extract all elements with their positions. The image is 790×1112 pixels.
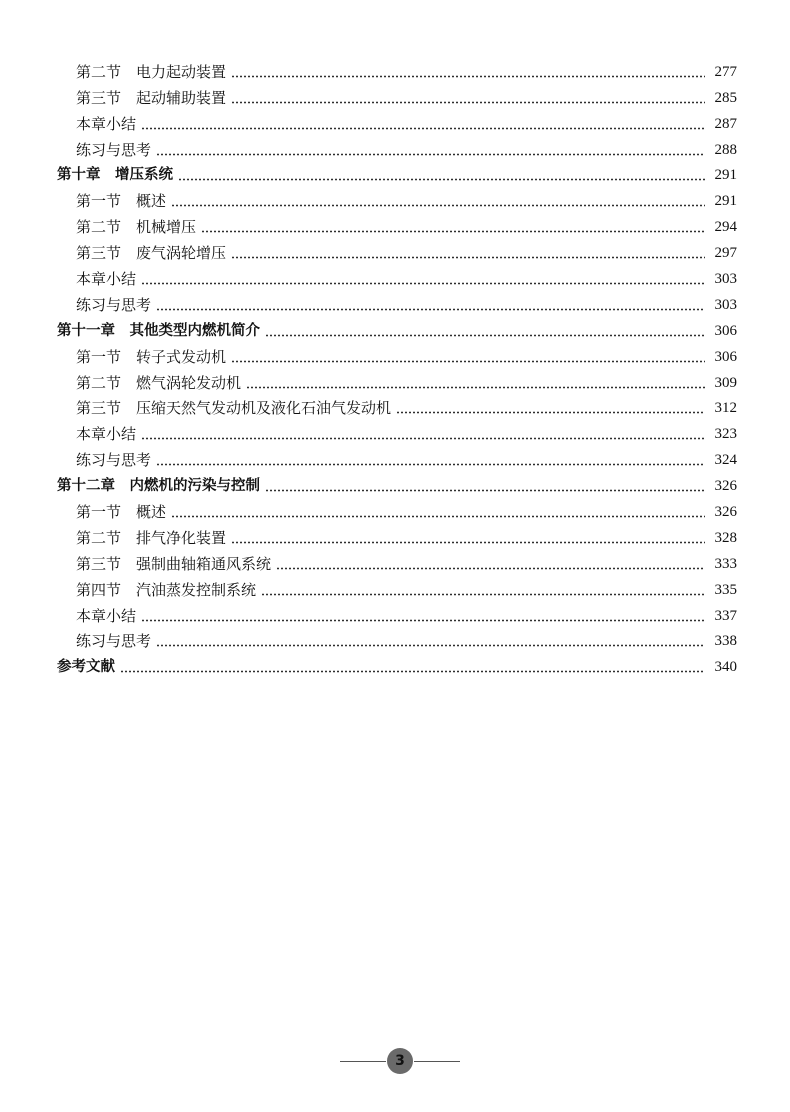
toc-entry[interactable] — [57, 522, 737, 548]
dot-leader — [265, 489, 705, 492]
toc-entry-page: 326 — [714, 478, 737, 495]
toc-entry-page: 303 — [714, 271, 737, 288]
toc-entry-page: 291 — [714, 193, 737, 210]
dot-leader — [231, 101, 705, 104]
toc-entry-title: 第三节 废气涡轮增压 — [76, 244, 227, 263]
toc-entry[interactable] — [57, 600, 737, 626]
toc-entry-page: 335 — [714, 581, 737, 598]
toc-entry-title: 第二节 电力起动装置 — [76, 62, 227, 81]
dot-leader — [201, 230, 705, 233]
toc-entry[interactable] — [57, 211, 737, 237]
toc-entry[interactable] — [57, 289, 737, 315]
dot-leader — [276, 567, 705, 570]
dot-leader — [246, 386, 705, 389]
toc-entry[interactable] — [57, 185, 737, 211]
toc-entry[interactable] — [57, 56, 737, 82]
dot-leader — [141, 127, 705, 130]
toc-entry-title: 第二节 排气净化装置 — [76, 528, 227, 547]
dot-leader — [141, 619, 705, 622]
toc-entry[interactable] — [57, 367, 737, 393]
toc-entry[interactable] — [57, 263, 737, 289]
dot-leader — [156, 153, 705, 156]
dot-leader — [231, 541, 705, 544]
toc-entry[interactable] — [57, 574, 737, 600]
dot-leader — [156, 463, 705, 466]
toc-entry-page: 277 — [714, 63, 737, 80]
toc-entry[interactable] — [57, 418, 737, 444]
toc-entry-page: 312 — [714, 400, 737, 417]
toc-entry-page: 306 — [714, 322, 737, 339]
toc-entry-page: 285 — [714, 89, 737, 106]
toc-entry-page: 291 — [714, 167, 737, 184]
toc-entry-title: 本章小结 — [76, 425, 137, 444]
toc-entry-title: 本章小结 — [76, 114, 137, 133]
toc-entry-page: 288 — [714, 141, 737, 158]
dot-leader — [141, 282, 705, 285]
toc-entry-title: 练习与思考 — [76, 632, 152, 651]
dot-leader — [231, 256, 705, 259]
toc-entry-page: 324 — [714, 452, 737, 469]
toc-entry-page: 337 — [714, 607, 737, 624]
toc-entry-page: 306 — [714, 348, 737, 365]
toc-entry-title: 第十一章 其他类型内燃机简介 — [57, 322, 260, 339]
toc-entry-title: 第二节 燃气涡轮发动机 — [76, 373, 242, 392]
footer-rule-left — [340, 1061, 386, 1062]
toc-entry-title: 练习与思考 — [76, 451, 152, 470]
toc-entry-page: 303 — [714, 296, 737, 313]
toc-entry[interactable] — [57, 341, 737, 367]
toc-entry-page: 326 — [714, 504, 737, 521]
toc-entry-title: 第十二章 内燃机的污染与控制 — [57, 478, 260, 495]
toc-entry-title: 第四节 汽油蒸发控制系统 — [76, 580, 257, 599]
toc-chapter-entry[interactable] — [57, 160, 737, 186]
toc-entry-page: 333 — [714, 555, 737, 572]
toc-entry[interactable] — [57, 82, 737, 108]
toc-entry-page: 294 — [714, 219, 737, 236]
page-number: 3 — [395, 1053, 405, 1069]
page-footer — [340, 1048, 460, 1074]
toc-entry[interactable] — [57, 626, 737, 652]
dot-leader — [156, 308, 705, 311]
dot-leader — [231, 360, 705, 363]
dot-leader — [231, 75, 705, 78]
toc-entry-title: 第一节 概述 — [76, 503, 167, 522]
toc-entry[interactable] — [57, 108, 737, 134]
dot-leader — [171, 515, 705, 518]
dot-leader — [141, 437, 705, 440]
toc-entry-title: 第一节 转子式发动机 — [76, 347, 227, 366]
footer-rule-right — [414, 1061, 460, 1062]
toc-entry-page: 328 — [714, 529, 737, 546]
page-number-badge — [387, 1048, 413, 1074]
toc-entry[interactable] — [57, 237, 737, 263]
toc-chapter-entry[interactable] — [57, 315, 737, 341]
toc-entry-page: 338 — [714, 633, 737, 650]
dot-leader — [156, 644, 705, 647]
dot-leader — [178, 178, 705, 181]
toc-entry-title: 第二节 机械增压 — [76, 218, 197, 237]
dot-leader — [171, 204, 705, 207]
table-of-contents — [57, 56, 737, 677]
dot-leader — [261, 593, 705, 596]
toc-entry-title: 练习与思考 — [76, 140, 152, 159]
toc-entry[interactable] — [57, 134, 737, 160]
dot-leader — [120, 670, 705, 673]
toc-entry-page: 340 — [714, 659, 737, 676]
toc-entry-title: 第十章 增压系统 — [57, 167, 173, 184]
toc-entry-page: 297 — [714, 245, 737, 262]
toc-entry-page: 309 — [714, 374, 737, 391]
toc-entry[interactable] — [57, 444, 737, 470]
toc-chapter-entry[interactable] — [57, 651, 737, 677]
toc-entry-title: 本章小结 — [76, 270, 137, 289]
toc-entry[interactable] — [57, 393, 737, 419]
toc-entry-title: 练习与思考 — [76, 295, 152, 314]
toc-entry-title: 第一节 概述 — [76, 192, 167, 211]
toc-entry-title: 本章小结 — [76, 606, 137, 625]
dot-leader — [396, 411, 705, 414]
toc-entry-title: 参考文献 — [57, 659, 115, 676]
dot-leader — [265, 334, 705, 337]
toc-entry-page: 287 — [714, 115, 737, 132]
toc-entry[interactable] — [57, 496, 737, 522]
toc-entry-title: 第三节 起动辅助装置 — [76, 88, 227, 107]
toc-entry[interactable] — [57, 548, 737, 574]
toc-chapter-entry[interactable] — [57, 470, 737, 496]
toc-entry-title: 第三节 强制曲轴箱通风系统 — [76, 554, 272, 573]
toc-entry-title: 第三节 压缩天然气发动机及液化石油气发动机 — [76, 399, 392, 418]
toc-entry-page: 323 — [714, 426, 737, 443]
